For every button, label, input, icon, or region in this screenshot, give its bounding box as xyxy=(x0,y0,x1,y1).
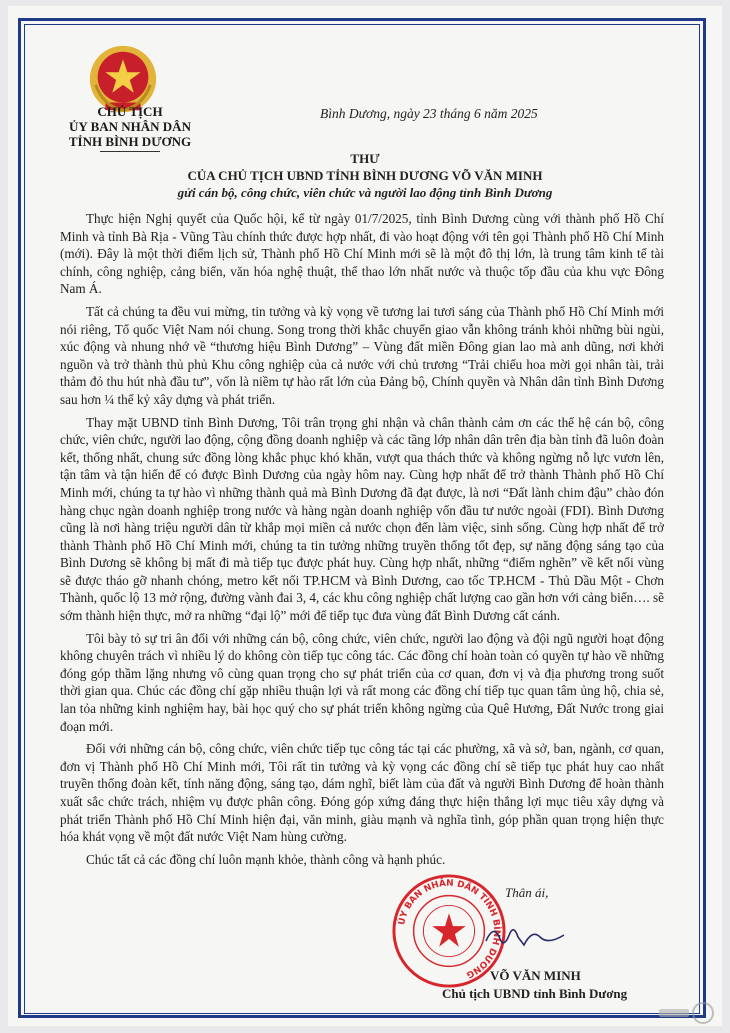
title-line-2: CỦA CHỦ TỊCH UBND TỈNH BÌNH DƯƠNG VÕ VĂN MINH xyxy=(187,168,543,183)
issuer-province: TỈNH BÌNH DƯƠNG xyxy=(68,134,192,149)
paragraph: Thực hiện Nghị quyết của Quốc hội, kể từ ngày 01/7/2025, tỉnh Bình Dương cùng với thành phố Hồ Chí Minh và tỉnh Bà Rịa - Vũng Tàu chính thức được hợp nhất, đi vào hoạt động với tên gọi Thành phố Hồ Chí Minh (mới). Đây là một thời điểm lịch sử, Thành phố Hồ Chí Minh mới sẽ là một đô thị lớn, là trung tâm kinh tế tài chính, công nghiệp, cảng biển, văn hóa nghệ thuật, thể thao lớn nhất nước và thuộc tốp đầu của khu vực Đông Nam Á. xyxy=(60,211,664,297)
letter-title xyxy=(120,150,610,201)
closing-greeting: Thân ái, xyxy=(505,885,549,900)
paragraph: Tất cả chúng ta đều vui mừng, tin tưởng và kỳ vọng về tương lai tươi sáng của Thành phố Hồ Chí Minh mới nói riêng, Tổ quốc Việt Nam nói chung. Song trong thời khắc chuyển giao vẫn không tránh khỏi những bùi ngùi, xúc động và nhung nhớ về “thương hiệu Bình Dương” – Vùng đất miền Đông gian lao mà anh dũng, nơi khởi nguồn và trở thành thủ phủ Khu công nghiệp của cả nước với chủ trương “Trải chiếu hoa mời gọi nhân tài, trải thảm đỏ thu hút nhà đầu tư”, vốn là niềm tự hào rất lớn của Đảng bộ, Chính quyền và Nhân dân tỉnh Bình Dương sau hơn ¼ thế kỷ xây dựng và phát triển. xyxy=(60,303,664,407)
signature-icon xyxy=(480,915,570,955)
paragraph: Đối với những cán bộ, công chức, viên chức tiếp tục công tác tại các phường, xã và sở, ban, ngành, cơ quan, đơn vị Thành phố Hồ Chí Minh mới, Tôi rất tin tưởng và kỳ vọng các đồng chí sẽ tiếp tục phát huy cao nhất truyền thống đoàn kết, tính năng động, sáng tạo, dám nghĩ, biết làm của đất và người Bình Dương để hoàn thành xuất sắc chức trách, nhiệm vụ được phân công. Đóng góp xứng đáng thực hiện thắng lợi mục tiêu xây dựng và phát triển Thành phố Hồ Chí Minh hiện đại, văn minh, giàu mạnh và nghĩa tình, góp phần quan trọng hiện thực hóa khát vọng về một đất nước Việt Nam hùng cường. xyxy=(60,741,664,845)
paragraph: Chúc tất cả các đồng chí luôn mạnh khỏe, thành công và hạnh phúc. xyxy=(86,851,446,867)
svg-text:ỦY BAN NHÂN DÂN TỈNH BÌNH DƯƠN: ỦY BAN NHÂN DÂN TỈNH BÌNH DƯƠNG xyxy=(397,878,502,980)
dateline: Bình Dương, ngày 23 tháng 6 năm 2025 xyxy=(320,106,538,121)
issuer-block xyxy=(40,104,220,152)
signer-name: VÕ VĂN MINH xyxy=(490,968,581,983)
signer-title: Chủ tịch UBND tỉnh Bình Dương xyxy=(442,986,628,1001)
paragraph: Thay mặt UBND tỉnh Bình Dương, Tôi trân trọng ghi nhận và chân thành cảm ơn các thế hệ cán bộ, công chức, viên chức, người lao động, cộng đồng doanh nghiệp và các tầng lớp nhân dân trên địa bàn tỉnh đã luôn đoàn kết, thống nhất, chung sức đồng lòng khắc phục khó khăn, vượt qua thách thức và không ngừng nỗ lực vươn lên, tận tâm và tận hiến để có được Bình Dương của ngày hôm nay. Cùng hợp nhất để trở thành Thành phố Hồ Chí Minh mới, chúng ta tự hào vì những thành quả mà Bình Dương đã đạt được, là nơi “Đất lành chim đậu” chào đón hàng chục ngàn doanh nghiệp trong nước và hàng ngàn doanh nghiệp vốn đầu tư nước ngoài (FDI). Bình Dương cũng là nơi hàng triệu người dân từ khắp mọi miền cả nước chọn đến làm việc, sinh sống. Cùng hợp nhất để trở thành Thành phố Hồ Chí Minh mới, chúng ta tin tưởng những truyền thống tốt đẹp, sự năng động sáng tạo của Bình Dương sẽ không bị mất đi mà tiếp tục được phát huy. Cùng hợp nhất, những “điểm nghẽn” về kết nối vùng sẽ được tháo gỡ nhanh chóng, metro kết nối TP.HCM và Bình Dương, cao tốc TP.HCM - Thủ Dầu Một - Chơn Thành, quốc lộ 13 mở rộng, đường vành đai 3, 4, các khu công nghiệp chất lượng cao gần hơn với cảng biển…. sẽ sớm thành hiện thực, mở ra những “đại lộ” mới để tiếp tục đưa vùng đất Bình Dương cất cánh. xyxy=(60,414,664,624)
title-line-3: gửi cán bộ, công chức, viên chức và người lao động tỉnh Bình Dương xyxy=(177,185,553,200)
watermark-icon xyxy=(655,1000,715,1026)
issuer-agency: ỦY BAN NHÂN DÂN xyxy=(69,119,191,134)
title-line-1: THƯ xyxy=(350,151,380,166)
paragraph: Tôi bày tỏ sự tri ân đối với những cán bộ, công chức, viên chức, người lao động và đội ngũ người hoạt động không chuyên trách vì nhiều lý do không còn tiếp tục công tác. Các đồng chí hoàn toàn có quyền tự hào về những đóng góp thầm lặng nhưng vô cùng quan trọng cho sự phát triển của cơ quan, đơn vị và địa phương trong suốt thời gian qua. Chúc các đồng chí gặp nhiều thuận lợi và rất mong các đồng chí tiếp tục quan tâm ủng hộ, chia sẻ, lan tỏa những kinh nghiệm hay, bài học quý cho sự phát triển không ngừng của Quê Hương, Đất Nước trong giai đoạn mới. xyxy=(60,630,664,734)
letter-body xyxy=(60,210,664,873)
issuer-title: CHỦ TỊCH xyxy=(97,104,163,119)
